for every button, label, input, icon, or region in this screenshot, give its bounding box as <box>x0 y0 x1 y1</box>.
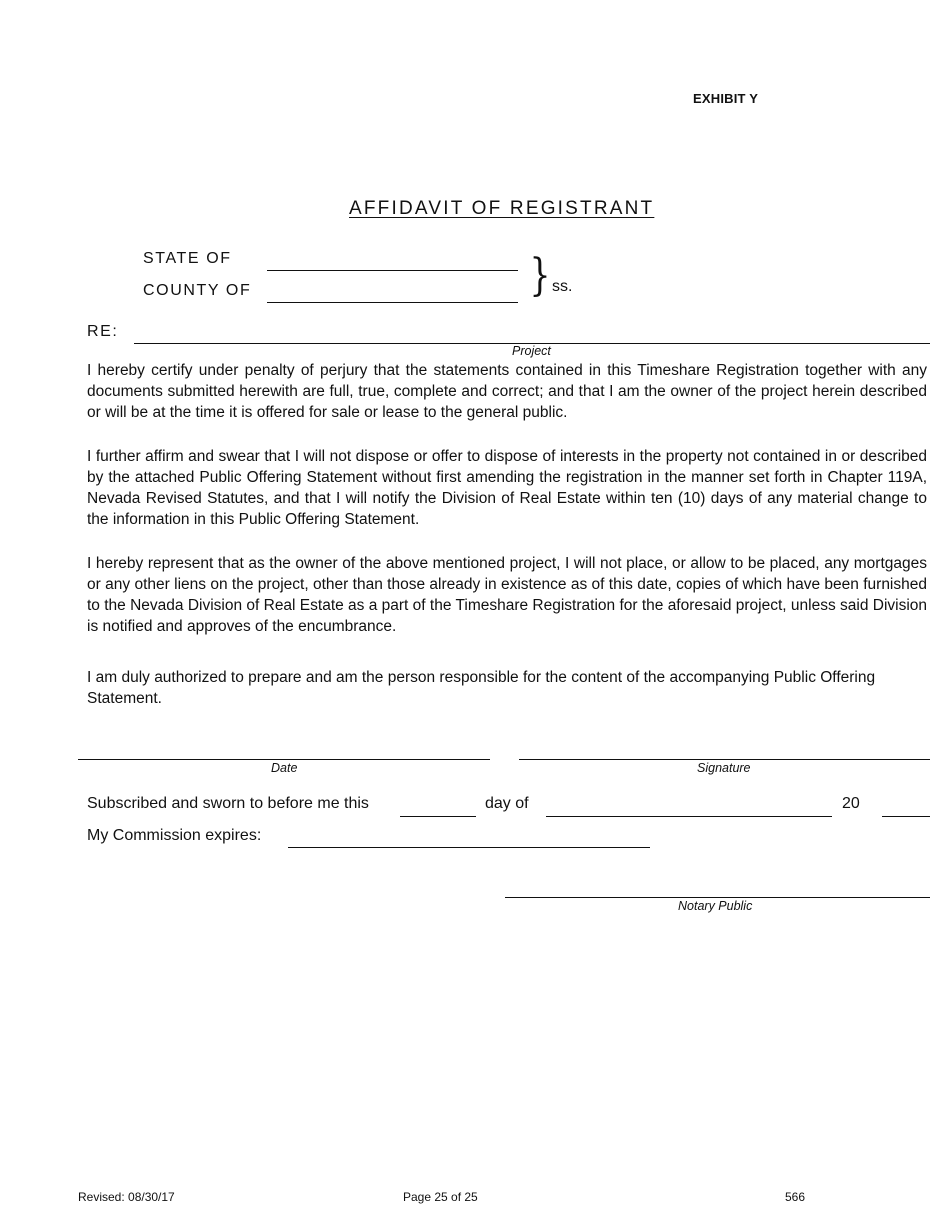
commission-label: My Commission expires: <box>87 827 262 844</box>
state-field[interactable] <box>267 270 518 271</box>
commission-expires-field[interactable] <box>288 847 650 848</box>
footer-revised: Revised: 08/30/17 <box>78 1190 175 1204</box>
exhibit-label: EXHIBIT Y <box>693 91 759 106</box>
paragraph-affirm: I further affirm and swear that I will not dispose or offer to dispose of interests in the property not contained in or described by the attached Public Offering Statement without first amending the registration in the manner set forth in Chapter 119A, Nevada Revised Statutes, and that I will notify the Division of Real Estate within ten (10) days of any material change to the information in this Public Offering Statement. <box>87 448 927 528</box>
year-prefix: 20 <box>842 795 860 812</box>
brace-icon: } <box>529 250 551 301</box>
date-field[interactable] <box>78 759 490 760</box>
day-field[interactable] <box>400 816 476 817</box>
footer-number: 566 <box>785 1190 806 1204</box>
footer-page: Page 25 of 25 <box>403 1190 478 1204</box>
document-title: AFFIDAVIT OF REGISTRANT <box>349 198 655 219</box>
signature-field[interactable] <box>519 759 930 760</box>
notary-caption: Notary Public <box>678 899 753 913</box>
paragraph-authorized: I am duly authorized to prepare and am the person responsible for the content of the accompanying Public Offering Statement. <box>87 669 876 707</box>
project-caption: Project <box>512 344 551 358</box>
month-field[interactable] <box>546 816 832 817</box>
county-label: COUNTY OF <box>143 282 252 299</box>
date-caption: Date <box>271 761 298 775</box>
state-label: STATE OF <box>143 250 232 267</box>
county-field[interactable] <box>267 302 518 303</box>
signature-caption: Signature <box>697 761 751 775</box>
notary-signature-field[interactable] <box>505 897 930 898</box>
day-of-label: day of <box>485 795 529 812</box>
subscribed-label: Subscribed and sworn to before me this <box>87 795 369 812</box>
ss-label: ss. <box>552 278 573 295</box>
paragraph-certify: I hereby certify under penalty of perjury that the statements contained in this Timeshare Registration together with any documents submitted herewith are full, true, complete and correct; and that I am the owner of the project herein described or will be at the time it is offered for sale or lease to the general public. <box>87 362 927 421</box>
paragraph-represent: I hereby represent that as the owner of the above mentioned project, I will not place, or allow to be placed, any mortgages or any other liens on the project, other than those already in existence as of this date, copies of which have been furnished to the Nevada Division of Real Estate as a part of the Timeshare Registration for the aforesaid project, unless said Division is notified and approves of the encumbrance. <box>87 555 928 635</box>
re-label: RE: <box>87 323 119 340</box>
year-field[interactable] <box>882 816 930 817</box>
